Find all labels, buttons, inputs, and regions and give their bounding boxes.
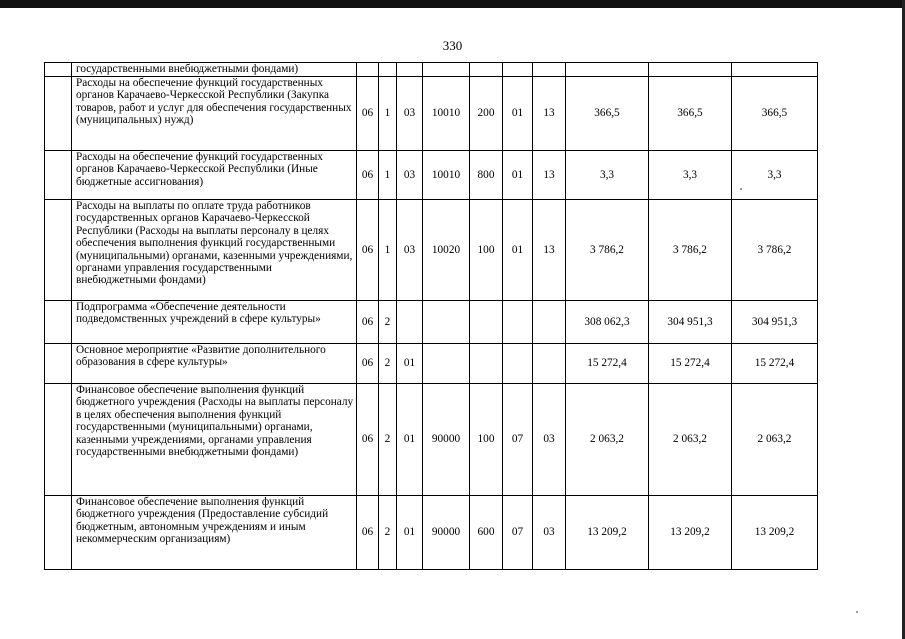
code-cell xyxy=(423,344,470,384)
amount-cell: 304 951,3 xyxy=(732,301,818,344)
code-cell: 01 xyxy=(397,496,423,570)
code-cell: 01 xyxy=(503,77,533,151)
amount-cell: 2 063,2 xyxy=(649,384,732,496)
amount-cell: 13 209,2 xyxy=(732,496,818,570)
code-cell: 03 xyxy=(397,200,423,301)
code-cell: 06 xyxy=(357,77,379,151)
amount-cell xyxy=(566,63,649,77)
amount-cell xyxy=(649,63,732,77)
code-cell: 13 xyxy=(533,200,566,301)
amount-cell: 3 786,2 xyxy=(566,200,649,301)
table-row xyxy=(45,384,818,496)
code-cell: 01 xyxy=(503,200,533,301)
code-cell: 2 xyxy=(379,301,397,344)
code-cell xyxy=(357,63,379,77)
amount-cell: 3,3 xyxy=(649,151,732,200)
expense-name-cell: Финансовое обеспечение выполнения функций бюджетного учреждения (Предоставление субсидий бюджетным, автономным учреждениям и иным некоммерческим организациям) xyxy=(72,496,357,570)
code-cell: 13 xyxy=(533,77,566,151)
code-cell: 800 xyxy=(470,151,503,200)
amount-cell: 15 272,4 xyxy=(566,344,649,384)
scan-border-top xyxy=(0,0,905,8)
amount-cell: 3 786,2 xyxy=(732,200,818,301)
expense-name-cell: Расходы на обеспечение функций государственных органов Карачаево-Черкесской Республики (Иные бюджетные ассигнования) xyxy=(72,151,357,200)
code-cell: 2 xyxy=(379,344,397,384)
code-cell xyxy=(503,344,533,384)
code-cell: 03 xyxy=(533,384,566,496)
code-cell: 1 xyxy=(379,151,397,200)
index-cell xyxy=(45,200,72,301)
amount-cell: 13 209,2 xyxy=(566,496,649,570)
code-cell: 03 xyxy=(533,496,566,570)
table-row xyxy=(45,151,818,200)
code-cell: 01 xyxy=(397,384,423,496)
amount-cell xyxy=(732,63,818,77)
code-cell: 03 xyxy=(397,151,423,200)
amount-cell: 15 272,4 xyxy=(649,344,732,384)
code-cell: 13 xyxy=(533,151,566,200)
code-cell: 200 xyxy=(470,77,503,151)
amount-cell: 2 063,2 xyxy=(566,384,649,496)
code-cell: 1 xyxy=(379,200,397,301)
amount-cell: 304 951,3 xyxy=(649,301,732,344)
code-cell xyxy=(397,63,423,77)
amount-cell: 13 209,2 xyxy=(649,496,732,570)
code-cell: 01 xyxy=(503,151,533,200)
code-cell xyxy=(470,301,503,344)
amount-cell: 308 062,3 xyxy=(566,301,649,344)
amount-cell: 3 786,2 xyxy=(649,200,732,301)
code-cell: 100 xyxy=(470,200,503,301)
index-cell xyxy=(45,301,72,344)
code-cell: 06 xyxy=(357,496,379,570)
index-cell xyxy=(45,63,72,77)
code-cell xyxy=(533,301,566,344)
code-cell: 10020 xyxy=(423,200,470,301)
expense-name-cell: Расходы на выплаты по оплате труда работников государственных органов Карачаево-Черкесской Республики (Расходы на выплаты персоналу в целях обеспечения выполнения функций государственными (муниципальными) органами, казенными учреждениями, органами управления государственными внебюджетными фондами) xyxy=(72,200,357,301)
code-cell: 100 xyxy=(470,384,503,496)
index-cell xyxy=(45,77,72,151)
code-cell: 03 xyxy=(397,77,423,151)
code-cell: 07 xyxy=(503,384,533,496)
amount-cell: 2 063,2 xyxy=(732,384,818,496)
index-cell xyxy=(45,384,72,496)
expense-name-cell: Финансовое обеспечение выполнения функций бюджетного учреждения (Расходы на выплаты персоналу в целях обеспечения выполнения функций государственными (муниципальными) органами, казенными учреждениями, органами управления государственными внебюджетными фондами) xyxy=(72,384,357,496)
code-cell: 2 xyxy=(379,496,397,570)
table-row xyxy=(45,496,818,570)
code-cell xyxy=(423,63,470,77)
code-cell: 1 xyxy=(379,77,397,151)
code-cell xyxy=(423,301,470,344)
code-cell xyxy=(503,63,533,77)
code-cell: 2 xyxy=(379,384,397,496)
amount-cell: 366,5 xyxy=(649,77,732,151)
code-cell: 01 xyxy=(397,344,423,384)
amount-cell: 366,5 xyxy=(566,77,649,151)
index-cell xyxy=(45,496,72,570)
code-cell: 07 xyxy=(503,496,533,570)
table-row xyxy=(45,344,818,384)
code-cell xyxy=(397,301,423,344)
code-cell xyxy=(470,344,503,384)
code-cell: 06 xyxy=(357,301,379,344)
scan-speck xyxy=(856,611,858,613)
code-cell: 06 xyxy=(357,200,379,301)
code-cell: 06 xyxy=(357,151,379,200)
amount-cell: 3,3 xyxy=(566,151,649,200)
code-cell: 10010 xyxy=(423,77,470,151)
scan-speck xyxy=(740,188,742,190)
amount-cell: 366,5 xyxy=(732,77,818,151)
expense-name-cell: государственными внебюджетными фондами) xyxy=(72,63,357,77)
code-cell xyxy=(379,63,397,77)
code-cell xyxy=(533,344,566,384)
index-cell xyxy=(45,151,72,200)
code-cell: 90000 xyxy=(423,496,470,570)
code-cell: 10010 xyxy=(423,151,470,200)
budget-table xyxy=(44,62,818,570)
code-cell xyxy=(470,63,503,77)
expense-name-cell: Основное мероприятие «Развитие дополнительного образования в сфере культуры» xyxy=(72,344,357,384)
table-row xyxy=(45,301,818,344)
table-row xyxy=(45,200,818,301)
table-row xyxy=(45,63,818,77)
index-cell xyxy=(45,344,72,384)
expense-name-cell: Подпрограмма «Обеспечение деятельности подведомственных учреждений в сфере культуры» xyxy=(72,301,357,344)
code-cell xyxy=(503,301,533,344)
code-cell: 06 xyxy=(357,384,379,496)
expense-name-cell: Расходы на обеспечение функций государственных органов Карачаево-Черкесской Республики (Закупка товаров, работ и услуг для обеспечения государственных (муниципальных) нужд) xyxy=(72,77,357,151)
amount-cell: 15 272,4 xyxy=(732,344,818,384)
code-cell: 90000 xyxy=(423,384,470,496)
code-cell xyxy=(533,63,566,77)
code-cell: 06 xyxy=(357,344,379,384)
code-cell: 600 xyxy=(470,496,503,570)
table-row xyxy=(45,77,818,151)
page-number: 330 xyxy=(442,38,463,53)
amount-cell: 3,3 xyxy=(732,151,818,200)
